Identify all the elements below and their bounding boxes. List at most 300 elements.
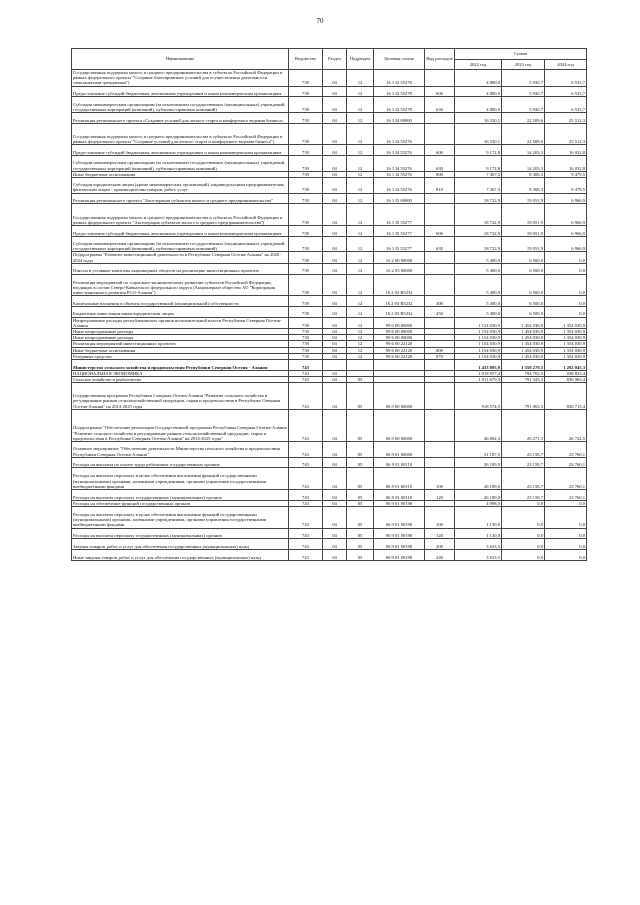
row-expense-type: 800: [425, 347, 455, 353]
row-ministry: 739: [289, 317, 323, 328]
row-section: 04: [323, 490, 347, 501]
table-row: [72, 550, 587, 561]
row-name: Бюджетные инвестиции иным юридическим лицам: [72, 306, 289, 317]
row-section: 04: [323, 123, 347, 145]
row-sum-2024: 6 966,9: [545, 193, 587, 204]
header-year-2024: 2024 год: [545, 59, 587, 70]
row-sum-2022: 9 172,8: [455, 156, 502, 172]
header-year-2023: 2023 год: [502, 59, 545, 70]
row-expense-type: [425, 383, 455, 409]
table-row: [72, 528, 587, 539]
row-target-article: 16 1 I4 55276: [374, 178, 425, 194]
row-section: 04: [323, 296, 347, 307]
row-sum-2022: 1 130,0: [455, 507, 502, 529]
row-expense-type: 630: [425, 236, 455, 252]
row-sum-2022: 918 574,5: [455, 383, 502, 409]
row-sum-2024: 0,0: [545, 252, 587, 263]
row-subsection: 12: [347, 204, 374, 226]
row-subsection: 05: [347, 507, 374, 529]
row-target-article: 06 9 01 00110: [374, 468, 425, 490]
row-expense-type: 800: [425, 171, 455, 177]
row-expense-type: [425, 442, 455, 458]
row-ministry: 739: [289, 193, 323, 204]
row-sum-2023: 0,0: [502, 500, 545, 506]
row-sum-2022: 1 433 805,9: [455, 360, 502, 371]
row-sum-2022: 1 130,0: [455, 528, 502, 539]
row-sum-2023: 8 306,3: [502, 178, 545, 194]
row-sum-2022: 26 189,0: [455, 457, 502, 468]
row-sum-2023: 22 509,6: [502, 113, 545, 124]
row-target-article: 06 9 01 00190: [374, 539, 425, 550]
row-subsection: 05: [347, 457, 374, 468]
row-subsection: 12: [347, 193, 374, 204]
table-row: [72, 274, 587, 296]
row-expense-type: [425, 113, 455, 124]
row-expense-type: 200: [425, 539, 455, 550]
row-expense-type: [425, 123, 455, 145]
row-sum-2024: 1 282 045,3: [545, 360, 587, 371]
row-sum-2023: 5 930,7: [502, 70, 545, 87]
row-sum-2022: 1 018 957,4: [455, 370, 502, 376]
row-sum-2023: 23 158,7: [502, 442, 545, 458]
row-name: Расходы на выплаты персоналу государственных (муниципальных) органов: [72, 528, 289, 539]
row-section: 04: [323, 225, 347, 236]
table-row: [72, 86, 587, 97]
row-target-article: [374, 360, 425, 371]
row-subsection: 12: [347, 317, 374, 328]
row-sum-2024: 836 715,4: [545, 383, 587, 409]
row-sum-2023: 1 454 030,9: [502, 317, 545, 328]
row-section: 04: [323, 252, 347, 263]
row-section: 04: [323, 113, 347, 124]
row-section: 04: [323, 377, 347, 383]
row-subsection: 12: [347, 225, 374, 236]
row-sum-2022: 3 633,5: [455, 550, 502, 561]
row-sum-2022: 3 633,5: [455, 539, 502, 550]
header-section: Раздел: [323, 49, 347, 70]
row-sum-2024: 0,0: [545, 539, 587, 550]
row-sum-2023: 794 702,5: [502, 370, 545, 376]
row-subsection: 12: [347, 347, 374, 353]
row-sum-2023: 0,0: [502, 528, 545, 539]
row-sum-2024: 9 479,5: [545, 178, 587, 194]
row-sum-2022: 5 400,0: [455, 263, 502, 274]
row-expense-type: 400: [425, 296, 455, 307]
row-section: 04: [323, 341, 347, 347]
row-subsection: 05: [347, 383, 374, 409]
row-subsection: 12: [347, 178, 374, 194]
row-sum-2023: 0,0: [502, 539, 545, 550]
row-sum-2023: 22 509,6: [502, 123, 545, 145]
table-row: [72, 97, 587, 113]
row-sum-2024: 23 760,1: [545, 442, 587, 458]
row-expense-type: [425, 204, 455, 226]
row-sum-2024: 0,0: [545, 550, 587, 561]
row-ministry: 739: [289, 156, 323, 172]
row-subsection: 12: [347, 353, 374, 359]
row-name: Иные закупки товаров, работ и услуг для обеспечения государственных (муниципальных) нужд: [72, 550, 289, 561]
row-subsection: 05: [347, 468, 374, 490]
row-name: Предоставление субсидий бюджетным, автономным учреждениям и иным некоммерческим организациям: [72, 145, 289, 156]
row-sum-2024: 25 512,3: [545, 123, 587, 145]
row-sum-2022: 18 722,9: [455, 225, 502, 236]
row-section: 04: [323, 86, 347, 97]
header-name: Наименование: [72, 49, 289, 70]
row-section: 04: [323, 178, 347, 194]
row-ministry: 743: [289, 507, 323, 529]
row-subsection: 12: [347, 236, 374, 252]
row-sum-2023: 23 158,7: [502, 490, 545, 501]
row-section: 04: [323, 306, 347, 317]
row-target-article: 06 9 01 00190: [374, 500, 425, 506]
row-target-article: 06 0 00 00000: [374, 383, 425, 409]
row-sum-2024: 26 722,5: [545, 409, 587, 441]
row-expense-type: 120: [425, 528, 455, 539]
row-target-article: 16 1 I4 00000: [374, 113, 425, 124]
row-sum-2023: 0,0: [502, 550, 545, 561]
row-section: 04: [323, 539, 347, 550]
row-subsection: 12: [347, 171, 374, 177]
table-row: [72, 306, 587, 317]
row-target-article: 16 1 I4 55276: [374, 171, 425, 177]
row-name: Подпрограмма "Развитие инвестиционной деятельности в Республике Северная Осетия-Алания" на 2020 - 2024 годы: [72, 252, 289, 263]
row-expense-type: 630: [425, 97, 455, 113]
row-subsection: 05: [347, 409, 374, 441]
row-sum-2022: 16 530,1: [455, 113, 502, 124]
row-expense-type: [425, 360, 455, 371]
row-sum-2024: 0,0: [545, 507, 587, 529]
row-sum-2023: 6 500,0: [502, 274, 545, 296]
row-subsection: 12: [347, 123, 374, 145]
row-sum-2022: 1 154 030,9: [455, 341, 502, 347]
row-sum-2022: 46 682,3: [455, 409, 502, 441]
row-sum-2024: 1 354 030,9: [545, 335, 587, 341]
table-row: [72, 507, 587, 529]
row-name: Предоставление субсидий бюджетным, автономным учреждениям и иным некоммерческим организациям: [72, 86, 289, 97]
header-sum: Сумма: [455, 49, 587, 60]
row-name: Иные бюджетные ассигнования: [72, 171, 289, 177]
row-subsection: 05: [347, 442, 374, 458]
row-sum-2022: 31 187,5: [455, 442, 502, 458]
table-row: [72, 383, 587, 409]
table-row: [72, 296, 587, 307]
row-section: 04: [323, 335, 347, 341]
row-name: Сельское хозяйство и рыболовство: [72, 377, 289, 383]
row-expense-type: [425, 457, 455, 468]
row-sum-2024: 1 354 030,9: [545, 353, 587, 359]
row-expense-type: [425, 263, 455, 274]
row-ministry: 739: [289, 274, 323, 296]
row-expense-type: [425, 274, 455, 296]
row-sum-2023: 8 306,3: [502, 171, 545, 177]
row-ministry: 739: [289, 296, 323, 307]
row-section: 04: [323, 156, 347, 172]
row-name: Реализация регионального проекта "Акселерация субъектов малого и среднего предпринимательства": [72, 193, 289, 204]
row-ministry: 739: [289, 329, 323, 335]
row-expense-type: 100: [425, 507, 455, 529]
row-sum-2022: 18 722,9: [455, 204, 502, 226]
row-ministry: 739: [289, 236, 323, 252]
row-subsection: 12: [347, 341, 374, 347]
row-subsection: 05: [347, 539, 374, 550]
table-row: [72, 113, 587, 124]
row-name: Иные бюджетные ассигнования: [72, 347, 289, 353]
row-name: Субсидии некоммерческим организациям (за исключением государственных (муниципальных) учреждений, государственных корпораций (компаний), публично-правовых компаний): [72, 156, 289, 172]
row-subsection: 12: [347, 86, 374, 97]
page-number: 70: [316, 17, 324, 25]
row-section: 04: [323, 204, 347, 226]
row-subsection: 12: [347, 329, 374, 335]
row-target-article: 99 6 00 22120: [374, 347, 425, 353]
row-ministry: 743: [289, 409, 323, 441]
row-name: Государственная программа Республики Северная Осетия-Алания "Развитие сельского хозяйства и регулирование рынков сельскохозяйственной продукции, сырья и продовольствия в Республике Северная Осетия-Алания" на 2014-2025 годы: [72, 383, 289, 409]
table-row: [72, 236, 587, 252]
row-target-article: 16 1 I4 55276: [374, 156, 425, 172]
row-sum-2022: 26 189,0: [455, 490, 502, 501]
row-sum-2024: 6 533,7: [545, 70, 587, 87]
row-subsection: 12: [347, 252, 374, 263]
row-name: Государственная поддержка малого и среднего предпринимательства в субъектах Российской Федерации в рамках федерального проекта "Создание благоприятных условий для осуществления деятельности самозанятыми гражданами"): [72, 70, 289, 87]
table-row: [72, 409, 587, 441]
row-sum-2022: 1 154 030,9: [455, 347, 502, 353]
row-subsection: 12: [347, 145, 374, 156]
row-expense-type: 870: [425, 353, 455, 359]
row-subsection: 12: [347, 296, 374, 307]
row-target-article: 16 2 03 R5232: [374, 274, 425, 296]
row-section: 04: [323, 193, 347, 204]
row-section: 04: [323, 550, 347, 561]
row-ministry: 743: [289, 383, 323, 409]
row-ministry: 739: [289, 113, 323, 124]
table-row: [72, 252, 587, 263]
row-sum-2024: 1 354 030,9: [545, 341, 587, 347]
row-ministry: 739: [289, 335, 323, 341]
row-target-article: 16 1 I2 55278: [374, 86, 425, 97]
row-expense-type: 600: [425, 225, 455, 236]
header-expense-type: Вид расходов: [425, 49, 455, 70]
row-target-article: 06 9 01 00000: [374, 442, 425, 458]
row-sum-2022: 7 367,3: [455, 178, 502, 194]
row-ministry: 739: [289, 204, 323, 226]
row-section: 04: [323, 370, 347, 376]
row-name: Реализация мероприятий инвестиционных проектов: [72, 341, 289, 347]
row-sum-2022: 4 880,0: [455, 97, 502, 113]
row-expense-type: 630: [425, 156, 455, 172]
row-sum-2023: 6 500,0: [502, 263, 545, 274]
row-ministry: 743: [289, 468, 323, 490]
row-sum-2022: 18 722,9: [455, 193, 502, 204]
row-sum-2022: 1 154 030,9: [455, 329, 502, 335]
row-name: Иные непрограммные расходы: [72, 335, 289, 341]
row-ministry: 739: [289, 341, 323, 347]
row-expense-type: 600: [425, 145, 455, 156]
row-subsection: 12: [347, 335, 374, 341]
row-section: 04: [323, 468, 347, 490]
row-target-article: 99 6 00 00000: [374, 335, 425, 341]
row-expense-type: [425, 409, 455, 441]
row-sum-2023: 19 051,9: [502, 193, 545, 204]
row-name: Государственная поддержка малого и среднего предпринимательства в субъектах Российской Федерации в рамках федерального проекта "Создание условий для легкого старта и комфортного ведения бизнеса"): [72, 123, 289, 145]
row-name: Непрограммные расходы республиканских органов исполнительной власти Республики Северная Осетия-Алания: [72, 317, 289, 328]
row-subsection: 05: [347, 500, 374, 506]
row-sum-2024: 836 965,4: [545, 377, 587, 383]
row-name: Иные непрограммные расходы: [72, 329, 289, 335]
row-sum-2023: 19 051,9: [502, 204, 545, 226]
row-sum-2024: 0,0: [545, 296, 587, 307]
row-section: 04: [323, 236, 347, 252]
row-subsection: 12: [347, 156, 374, 172]
row-target-article: 99 6 00 22120: [374, 353, 425, 359]
row-subsection: 05: [347, 490, 374, 501]
row-ministry: 743: [289, 500, 323, 506]
row-sum-2022: 5 400,0: [455, 274, 502, 296]
row-target-article: 99 0 00 00000: [374, 317, 425, 328]
row-sum-2023: 26 271,3: [502, 409, 545, 441]
row-name: Расходы на выплаты персоналу в целях обеспечения выполнения функций государственными (муниципальными) органами, казенными учреждениями, органами управления государственными внебюджетными фондами: [72, 507, 289, 529]
row-section: 04: [323, 317, 347, 328]
row-target-article: 06 9 01 00190: [374, 507, 425, 529]
row-sum-2024: 23 760,1: [545, 457, 587, 468]
row-sum-2023: 6 500,0: [502, 306, 545, 317]
row-target-article: 16 2 00 00000: [374, 252, 425, 263]
row-sum-2024: 23 760,1: [545, 490, 587, 501]
row-section: 04: [323, 97, 347, 113]
row-target-article: 16 1 I5 55277: [374, 204, 425, 226]
row-sum-2023: 23 158,7: [502, 457, 545, 468]
row-expense-type: 450: [425, 306, 455, 317]
row-sum-2024: 838 833,4: [545, 370, 587, 376]
row-sum-2022: 9 172,8: [455, 145, 502, 156]
row-sum-2024: 6 533,7: [545, 97, 587, 113]
row-section: 04: [323, 409, 347, 441]
row-target-article: 16 2 03 R5232: [374, 306, 425, 317]
table-row: [72, 145, 587, 156]
row-ministry: 743: [289, 528, 323, 539]
table-row: [72, 442, 587, 458]
table-row: [72, 539, 587, 550]
row-name: Капитальные вложения в объекты государственной (муниципальной) собственности: [72, 296, 289, 307]
row-sum-2022: 1 011 679,3: [455, 377, 502, 383]
row-name: Государственная поддержка малого и среднего предпринимательства в субъектах Российской Федерации в рамках федерального проекта "Акселерация субъектов малого и среднего предпринимательства"): [72, 204, 289, 226]
row-name: Расходы на выплаты персоналу государственных (муниципальных) органов: [72, 490, 289, 501]
row-sum-2023: 1 454 030,9: [502, 347, 545, 353]
table-row: [72, 178, 587, 194]
header-ministry: Ведомство: [289, 49, 323, 70]
row-ministry: 743: [289, 490, 323, 501]
table-body: [72, 70, 587, 561]
row-ministry: 739: [289, 263, 323, 274]
row-sum-2023: 1 454 030,9: [502, 335, 545, 341]
row-ministry: 739: [289, 225, 323, 236]
header-subsection: Подраздел: [347, 49, 374, 70]
row-sum-2023: 791 343,3: [502, 377, 545, 383]
row-section: 04: [323, 329, 347, 335]
row-section: 04: [323, 145, 347, 156]
row-subsection: [347, 360, 374, 371]
row-sum-2024: 9 479,5: [545, 171, 587, 177]
row-sum-2024: 0,0: [545, 528, 587, 539]
row-name: Субсидии юридическим лицам (кроме некоммерческих организаций), индивидуальным предпринимателям, физическим лицам - производителям товаров, работ, услуг: [72, 178, 289, 194]
row-subsection: 12: [347, 263, 374, 274]
row-target-article: 16 1 I4 55276: [374, 123, 425, 145]
row-target-article: 16 1 I2 55278: [374, 97, 425, 113]
row-sum-2023: 1 454 030,9: [502, 353, 545, 359]
row-sum-2024: 6 966,9: [545, 204, 587, 226]
row-ministry: 743: [289, 442, 323, 458]
row-sum-2023: 791 063,3: [502, 383, 545, 409]
row-target-article: 06 9 01 00190: [374, 528, 425, 539]
table-row: [72, 490, 587, 501]
row-sum-2023: 5 930,7: [502, 86, 545, 97]
row-sum-2022: 1 154 030,9: [455, 353, 502, 359]
row-sum-2022: 7 367,3: [455, 171, 502, 177]
row-section: [323, 360, 347, 371]
row-sum-2024: 0,0: [545, 500, 587, 506]
row-section: 04: [323, 274, 347, 296]
row-sum-2024: 0,0: [545, 263, 587, 274]
row-target-article: 06 9 01 00190: [374, 550, 425, 561]
row-target-article: 99 6 00 00000: [374, 329, 425, 335]
row-subsection: 12: [347, 274, 374, 296]
row-name: Расходы на обеспечение функций государственных органов: [72, 500, 289, 506]
row-ministry: 739: [289, 178, 323, 194]
row-section: 04: [323, 353, 347, 359]
row-name: Субсидии некоммерческим организациям (за исключением государственных (муниципальных) учреждений, государственных корпораций (компаний), публично-правовых компаний): [72, 97, 289, 113]
table-row: [72, 468, 587, 490]
row-section: 04: [323, 457, 347, 468]
row-sum-2022: 18 722,9: [455, 236, 502, 252]
row-sum-2023: 1 454 030,9: [502, 329, 545, 335]
row-subsection: 05: [347, 528, 374, 539]
row-target-article: 06 9 01 00110: [374, 457, 425, 468]
row-target-article: 06 9 01 00110: [374, 490, 425, 501]
row-expense-type: 120: [425, 490, 455, 501]
row-subsection: 12: [347, 113, 374, 124]
table-row: [72, 317, 587, 328]
row-name: Министерство сельского хозяйства и продовольствия Республики Северная Осетия - Алания: [72, 360, 289, 371]
row-sum-2024: 16 032,8: [545, 156, 587, 172]
row-section: 04: [323, 500, 347, 506]
row-name: Расходы на выплаты по оплате труда работников государственных органов: [72, 457, 289, 468]
row-name: Предоставление субсидий бюджетным, автономным учреждениям и иным некоммерческим организациям: [72, 225, 289, 236]
row-ministry: 743: [289, 457, 323, 468]
row-ministry: 739: [289, 97, 323, 113]
header-target-article: Целевая статья: [374, 49, 425, 70]
row-sum-2022: 16 530,1: [455, 123, 502, 145]
row-ministry: 743: [289, 377, 323, 383]
row-sum-2024: 25 512,3: [545, 113, 587, 124]
row-sum-2023: 23 158,7: [502, 468, 545, 490]
row-sum-2023: 0,0: [502, 507, 545, 529]
row-sum-2024: 0,0: [545, 306, 587, 317]
row-subsection: 12: [347, 97, 374, 113]
row-sum-2023: 6 500,0: [502, 296, 545, 307]
row-ministry: 739: [289, 353, 323, 359]
row-name: Основное мероприятие "Обеспечение деятельности Министерства сельского хозяйства и продовольствия Республики Северная Осетия-Алания": [72, 442, 289, 458]
row-ministry: 743: [289, 360, 323, 371]
row-sum-2022: 5 400,0: [455, 306, 502, 317]
row-sum-2023: 1 454 030,9: [502, 341, 545, 347]
row-ministry: 739: [289, 86, 323, 97]
row-sum-2024: 1 354 030,9: [545, 347, 587, 353]
row-sum-2022: 1 154 030,9: [455, 317, 502, 328]
row-expense-type: 240: [425, 550, 455, 561]
row-target-article: 16 1 I5 55277: [374, 236, 425, 252]
row-sum-2023: 5 930,7: [502, 97, 545, 113]
row-name: НАЦИОНАЛЬНАЯ ЭКОНОМИКА: [72, 370, 289, 376]
row-ministry: 739: [289, 70, 323, 87]
row-section: 04: [323, 442, 347, 458]
